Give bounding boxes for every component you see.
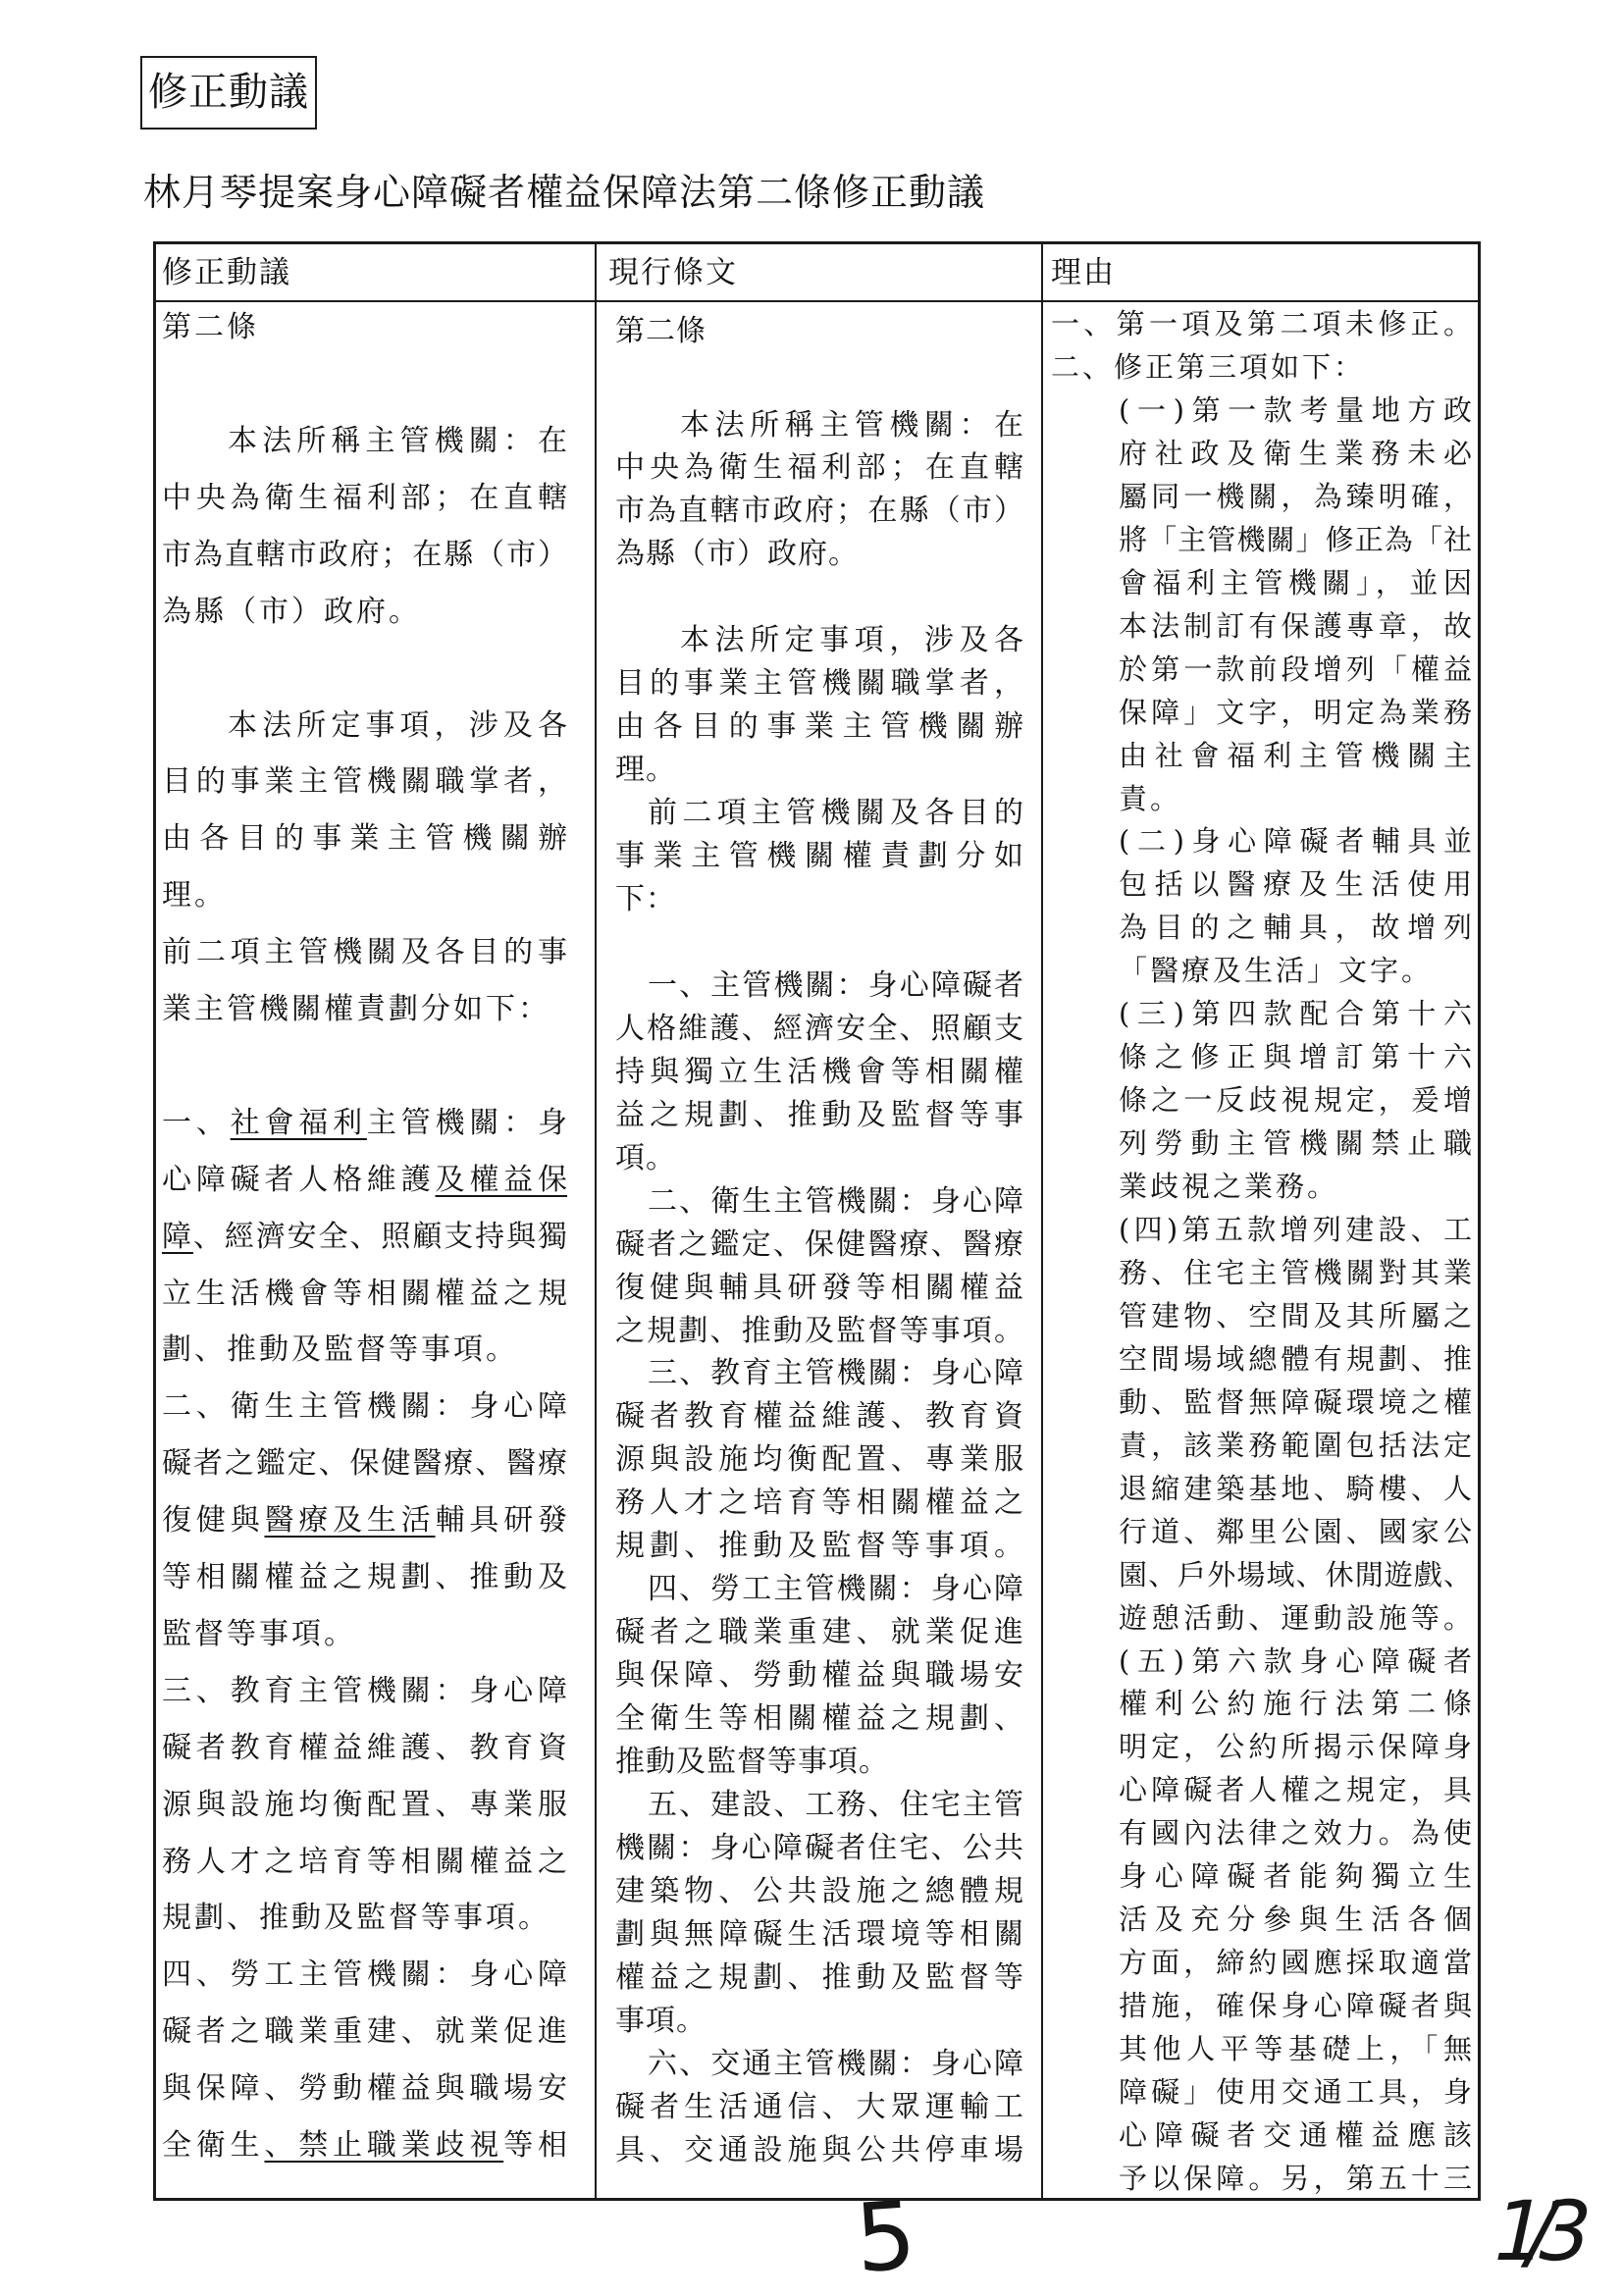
amendment-text-line [162, 2126, 567, 2166]
current-text-line: 項。 [615, 1140, 676, 1175]
amendment-text-line: 第二條 [162, 310, 259, 345]
amendment-text-line: 與保障、勞動權益與職場安 [162, 2071, 567, 2107]
table-border-left [153, 241, 156, 2201]
amendment-text-line: 中央為衛生福利部；在直轄 [162, 480, 567, 515]
current-text-line: 由各目的事業主管機關辦 [615, 709, 1023, 745]
header-current-article: 現行條文 [608, 255, 738, 290]
current-text-line: 之規劃、推動及監督等事項。 [615, 1313, 1023, 1348]
current-text-line: 市為直轄市政府；在縣（市） [615, 494, 1023, 529]
reason-text-line: 有國內法律之效力。為使 [1119, 1816, 1472, 1851]
reason-text-line: 予以保障。另，第五十三 [1119, 2161, 1472, 2195]
amendment-text-line: 務人才之培育等相關權益之 [162, 1844, 567, 1879]
current-text-line: 五、建設、工務、住宅主管 [648, 1787, 1023, 1822]
amendment-text-line: 源與設施均衡配置、專業服 [162, 1787, 567, 1822]
current-text-line: 六、交通主管機關：身心障 [648, 2046, 1023, 2081]
reason-text-line: 責。 [1119, 781, 1182, 815]
amendment-text-line [162, 1161, 567, 1200]
reason-text-line: 包括以醫療及生活使用 [1119, 867, 1472, 902]
amendment-text-line: 前二項主管機關及各目的事 [162, 935, 567, 970]
current-text-line: 復健與輔具研發等相關權益 [615, 1270, 1023, 1305]
reason-text-line: 身心障礙者能夠獨立生 [1119, 1859, 1472, 1894]
current-text-line: 二、衛生主管機關：身心障 [648, 1183, 1023, 1219]
amendment-text-line: 由各目的事業主管機關辦 [162, 821, 567, 857]
line-segment: 等相 [503, 2128, 568, 2163]
current-text-line: 目的事業主管機關職掌者， [615, 666, 1023, 702]
current-text-line: 為縣（市）政府。 [615, 537, 859, 572]
amendment-text-line: 等相關權益之規劃、推動及 [162, 1560, 567, 1594]
reason-text-line: 遊憩活動、運動設施等。 [1119, 1600, 1472, 1635]
reason-text-line: 其他人平等基礎上，「無 [1119, 2032, 1472, 2065]
current-text-line: 劃與無障礙生活環境等相關 [615, 1916, 1023, 1952]
reason-text-line: 方面，締約國應採取適當 [1119, 1946, 1472, 1980]
current-text-line: 三、教育主管機關：身心障 [648, 1356, 1023, 1391]
current-text-line: 全衛生等相關權益之規劃、 [615, 1701, 1023, 1736]
current-text-line: 一、主管機關：身心障礙者 [648, 967, 1023, 1003]
line-segment: 全衛生 [162, 2128, 265, 2163]
reason-text-line: 責，該業務範圍包括法定 [1119, 1428, 1472, 1462]
reason-text-line: 一、第一項及第二項未修正。 [1051, 307, 1472, 340]
reason-text-line: 心障礙者交通權益應該 [1119, 2117, 1472, 2152]
amendment-text-line [162, 1501, 567, 1540]
current-text-line: 礙者教育權益維護、教育資 [615, 1399, 1023, 1435]
table-border-top [154, 241, 1481, 244]
current-text-line: 益之規劃、推動及監督等事 [615, 1097, 1023, 1132]
motion-label-box: 修正動議 [140, 56, 317, 130]
current-text-line: 務人才之培育等相關權益之 [615, 1486, 1023, 1521]
reason-text-line: (三)第四款配合第十六 [1119, 997, 1472, 1031]
current-text-line: 規劃、推動及監督等事項。 [615, 1529, 1023, 1564]
table-column-divider-1 [595, 241, 597, 2201]
reason-text-line: 於第一款前段增列「權益 [1119, 652, 1472, 686]
reason-text-line: 條之一反歧視規定，爰增 [1119, 1083, 1472, 1118]
current-text-line: 礙者生活通信、大眾運輸工 [615, 2089, 1023, 2124]
amendment-text-line: 監督等事項。 [162, 1616, 356, 1651]
current-text-line: 下： [615, 882, 676, 916]
amendment-text-line: 四、勞工主管機關：身心障 [162, 1957, 567, 1993]
amendment-text-line: 目的事業主管機關職掌者， [162, 764, 567, 800]
reason-text-line: 障礙」使用交通工具，身 [1119, 2074, 1472, 2109]
amended-text-underlined: 、禁止職業歧視 [264, 2128, 504, 2163]
current-text-line: 機關：身心障礙者住宅、公共 [615, 1830, 1023, 1865]
amendment-text-line: 二、衛生主管機關：身心障 [162, 1389, 567, 1425]
current-text-line: 前二項主管機關及各目的 [648, 796, 1023, 830]
current-text-line: 本法所定事項，涉及各 [680, 623, 1023, 658]
header-amendment: 修正動議 [162, 255, 291, 290]
document-title: 林月琴提案身心障礙者權益保障法第二條修正動議 [143, 171, 986, 214]
reason-text-line: 會福利主管機關」，並因 [1119, 565, 1472, 600]
current-text-line: 持與獨立生活機會等相關權 [615, 1054, 1023, 1089]
reason-text-line: 保障」文字，明定為業務 [1119, 695, 1472, 729]
current-text-line: 事業主管機關權責劃分如 [615, 839, 1023, 873]
amendment-text-line: 市為直轄市政府；在縣（市） [162, 537, 567, 572]
reason-text-line: 園、戶外場域、休閒遊戲、 [1119, 1557, 1472, 1592]
amendment-text-line [162, 1218, 567, 1257]
current-text-line: 人格維護、經濟安全、照顧支 [615, 1011, 1023, 1046]
reason-text-line: 退縮建築基地、騎樓、人 [1119, 1471, 1472, 1505]
reason-text-line: 動、監督無障礙環境之權 [1119, 1384, 1472, 1419]
reason-text-line: 屬同一機關，為臻明確， [1119, 479, 1472, 513]
current-text-line: 中央為衛生福利部；在直轄 [615, 450, 1023, 486]
reason-text-line: 措施，確保身心障礙者與 [1119, 1989, 1472, 2023]
amendment-text-line [162, 1104, 567, 1143]
reason-text-line: 心障礙者人權之規定，具 [1119, 1773, 1472, 1807]
table-column-divider-2 [1041, 241, 1043, 2201]
amended-text-underlined: 社會福利 [230, 1105, 367, 1140]
current-text-line: 礙者之鑑定、保健醫療、醫療 [615, 1226, 1023, 1262]
line-segment: 一、 [162, 1105, 231, 1140]
current-text-line: 礙者之職業重建、就業促進 [615, 1615, 1023, 1650]
header-reason: 理由 [1051, 255, 1116, 290]
line-segment: 復健與 [162, 1503, 265, 1539]
handwritten-sheet-fraction: 1/3 [1483, 2183, 1584, 2279]
current-text-line: 具、交通設施與公共停車場 [615, 2132, 1023, 2167]
reason-text-line: 業歧視之業務。 [1119, 1170, 1339, 1203]
table-border-right [1478, 241, 1481, 2201]
reason-text-line: 為目的之輔具，故增列 [1119, 911, 1472, 945]
reason-text-line: 管建物、空間及其所屬之 [1119, 1298, 1472, 1332]
amended-text-underlined: 及權益保 [435, 1162, 568, 1197]
line-segment: 心障礙者人格維護 [162, 1162, 436, 1197]
reason-text-line: 府社政及衛生業務未必 [1119, 436, 1472, 470]
reason-text-line: 活及充分參與生活各個 [1119, 1903, 1472, 1937]
reason-text-line: 明定，公約所揭示保障身 [1119, 1730, 1472, 1764]
reason-text-line: 列勞動主管機關禁止職 [1119, 1126, 1472, 1161]
amendment-text-line: 理。 [162, 878, 227, 913]
line-segment: 、經濟安全、照顧支持與獨 [192, 1219, 568, 1254]
current-text-line: 事項。 [615, 2003, 707, 2038]
current-text-line: 與保障、勞動權益與職場安 [615, 1658, 1023, 1694]
reason-text-line: (一)第一款考量地方政 [1119, 392, 1472, 427]
reason-text-line: (二)身心障礙者輔具並 [1119, 824, 1472, 859]
amendment-text-line: 本法所定事項，涉及各 [228, 707, 567, 743]
reason-text-line: 本法制訂有保護專章，故 [1119, 608, 1472, 643]
current-text-line: 推動及監督等事項。 [615, 1745, 889, 1779]
current-text-line: 第二條 [615, 313, 707, 348]
amendment-text-line: 為縣（市）政府。 [162, 594, 421, 629]
current-text-line: 建築物、公共設施之總體規 [615, 1873, 1023, 1908]
amendment-text-line: 礙者之鑑定、保健醫療、醫療 [162, 1446, 567, 1482]
line-segment: 輔具研發 [435, 1503, 568, 1539]
current-text-line: 權益之規劃、推動及監督等 [615, 1959, 1023, 1995]
reason-text-line: 由社會福利主管機關主 [1119, 738, 1472, 772]
reason-text-line: 二、修正第三項如下： [1051, 349, 1366, 384]
reason-text-line: (四)第五款增列建設、工 [1119, 1213, 1472, 1246]
amendment-text-line: 業主管機關權責劃分如下： [162, 992, 550, 1026]
reason-text-line: 務、住宅主管機關對其業 [1119, 1255, 1472, 1289]
amendment-text-line: 劃、推動及監督等事項。 [162, 1332, 518, 1368]
reason-text-line: 「醫療及生活」文字。 [1119, 954, 1434, 988]
amendment-text-line: 三、教育主管機關：身心障 [162, 1673, 567, 1708]
handwritten-page-number: 5 [852, 2180, 919, 2294]
amendment-text-line: 本法所稱主管機關：在 [228, 424, 567, 458]
amendment-text-line: 立生活機會等相關權益之規 [162, 1276, 567, 1311]
reason-text-line: 行道、鄰里公園、國家公 [1119, 1514, 1472, 1548]
reason-text-line: 權利公約施行法第二條 [1119, 1687, 1472, 1721]
current-text-line: 源與設施均衡配置、專業服 [615, 1442, 1023, 1478]
reason-text-line: 空間場域總體有規劃、推 [1119, 1341, 1472, 1376]
reason-text-line: 將「主管機關」修正為「社 [1119, 522, 1472, 556]
reason-text-line: 條之修正與增訂第十六 [1119, 1040, 1472, 1074]
table-header-divider [154, 300, 1481, 302]
amended-text-underlined: 障 [162, 1219, 193, 1254]
current-text-line: 四、勞工主管機關：身心障 [648, 1572, 1023, 1607]
current-text-line: 理。 [615, 753, 676, 788]
amendment-text-line: 礙者教育權益維護、教育資 [162, 1730, 567, 1765]
table-border-bottom [154, 2198, 1481, 2201]
amendment-text-line: 規劃、推動及監督等事項。 [162, 1901, 550, 1936]
amendment-text-line: 礙者之職業重建、就業促進 [162, 2014, 567, 2050]
line-segment: 主管機關：身 [366, 1105, 568, 1140]
current-text-line: 本法所稱主管機關：在 [680, 407, 1023, 443]
reason-text-line: (五)第六款身心障礙者 [1119, 1644, 1472, 1678]
amended-text-underlined: 醫療及生活 [264, 1503, 436, 1539]
